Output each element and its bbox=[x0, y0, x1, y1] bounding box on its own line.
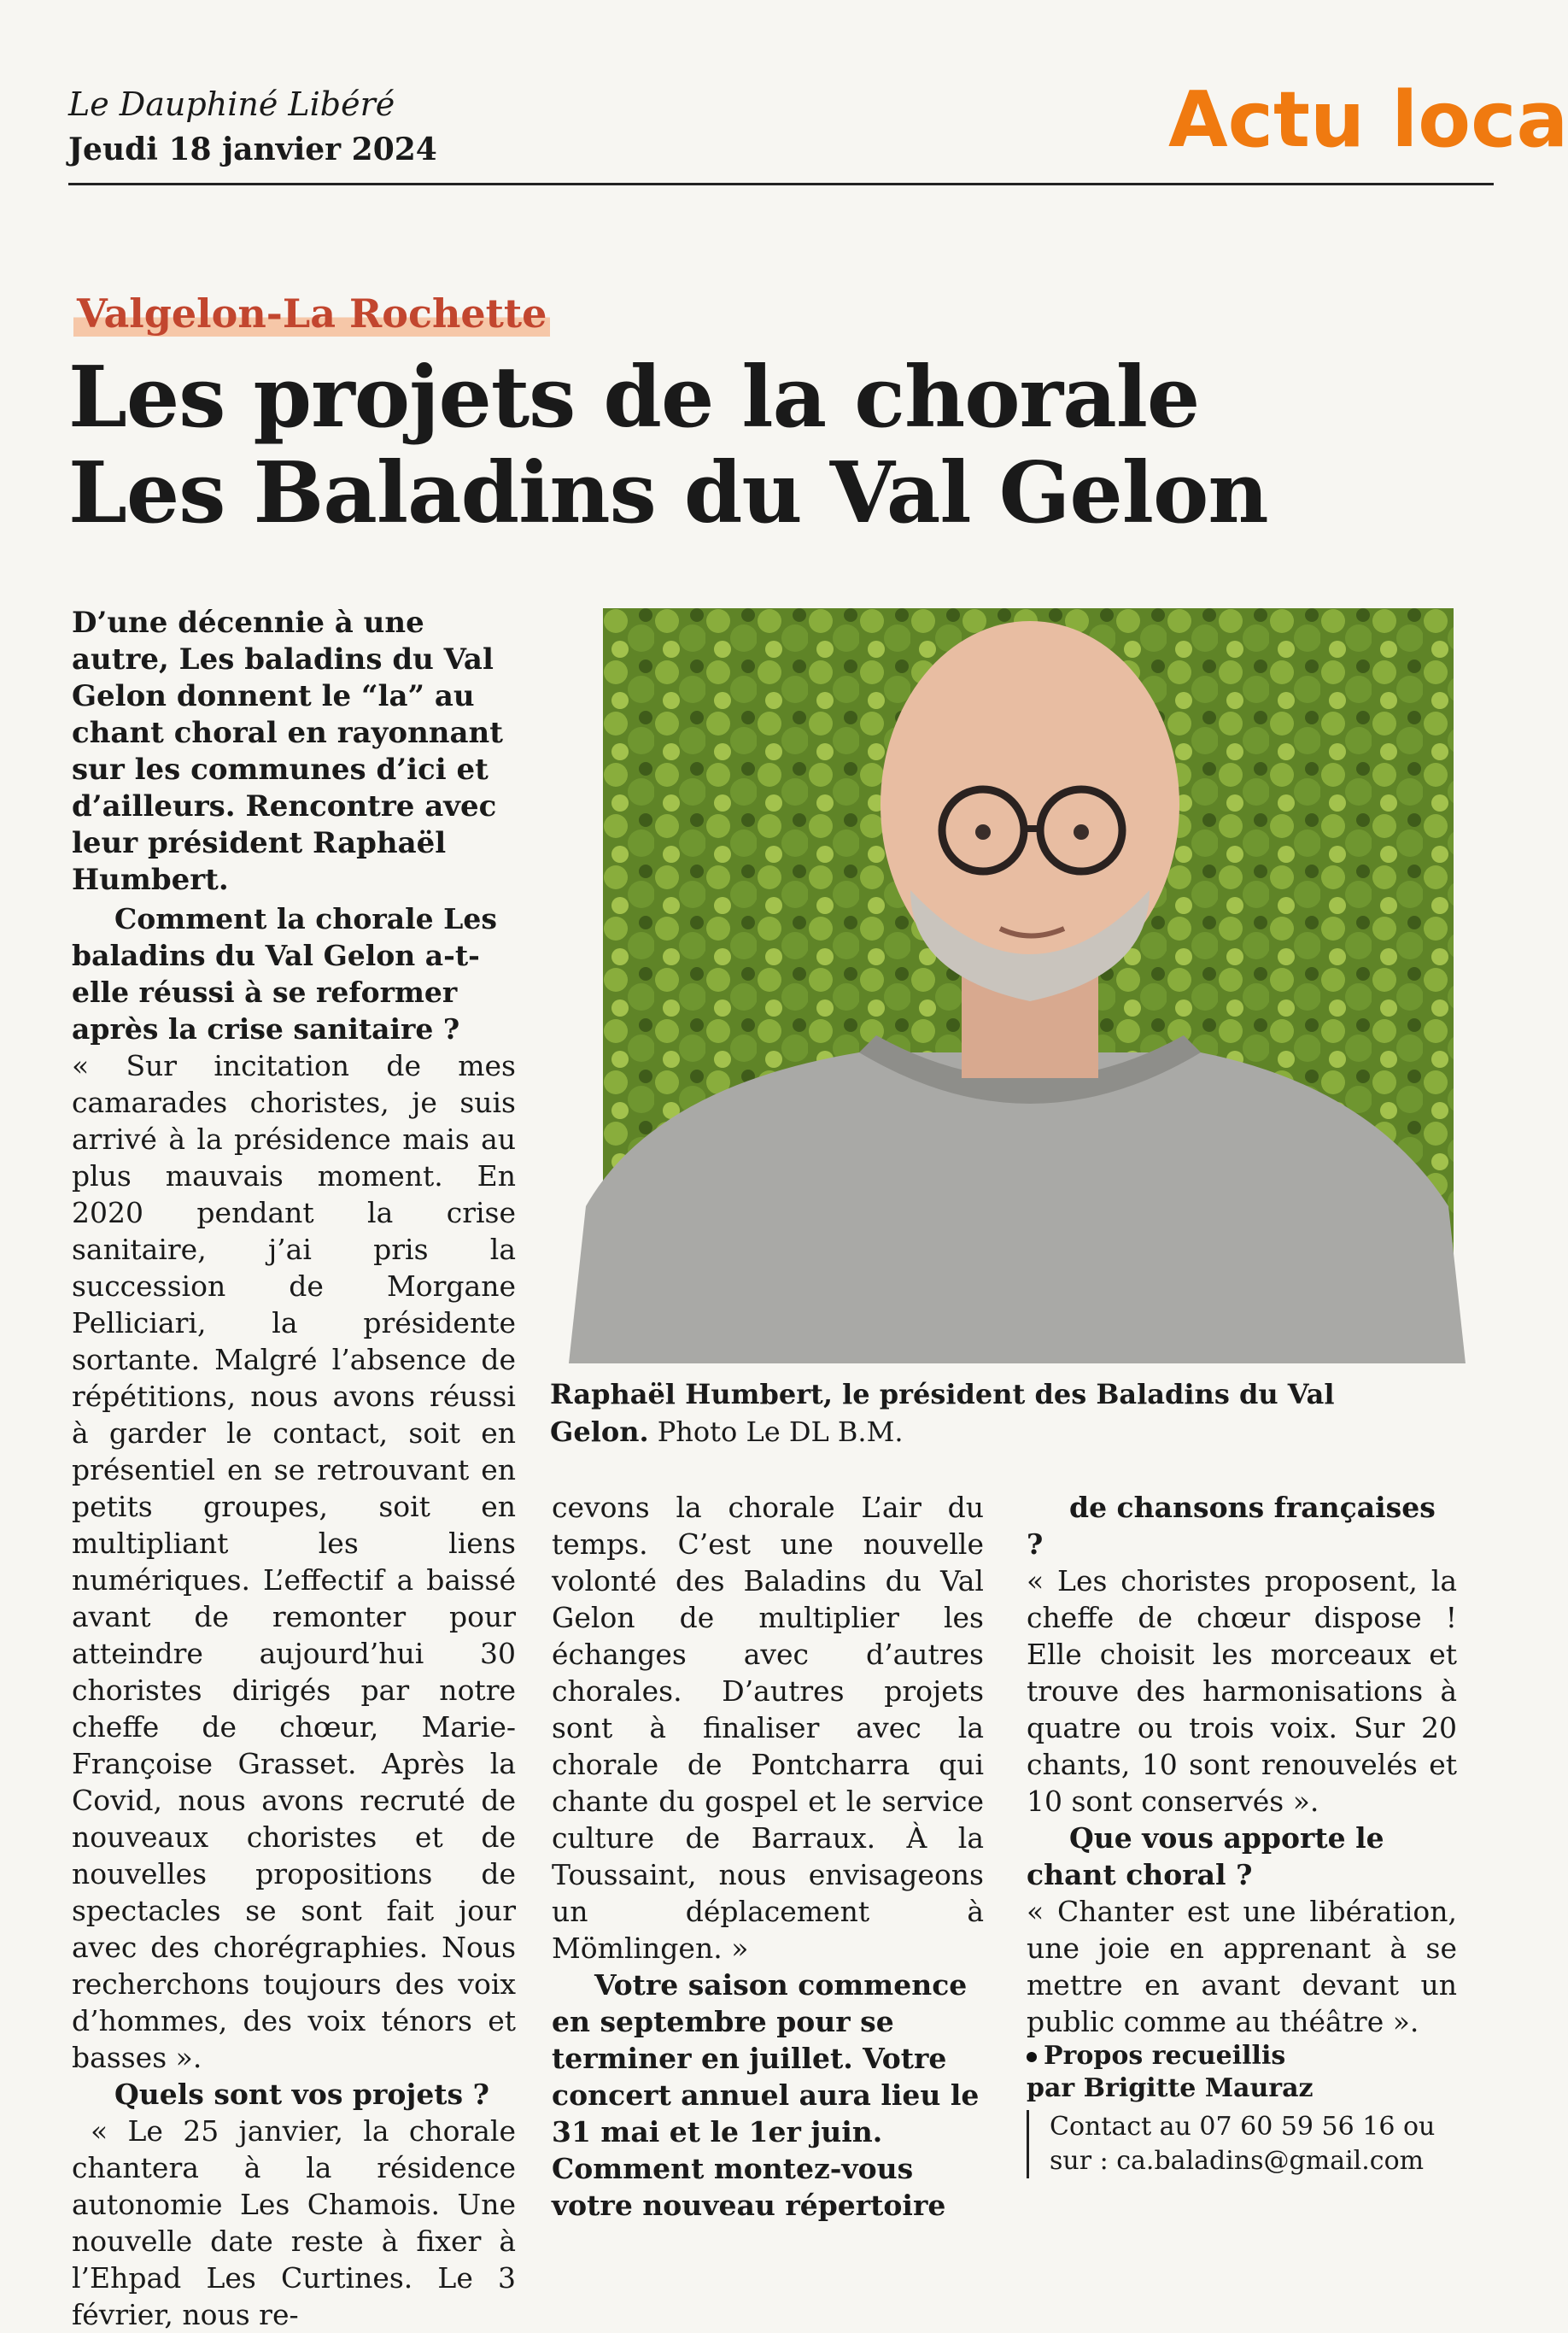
masthead-rule bbox=[68, 183, 1494, 185]
portrait-illustration bbox=[603, 608, 1454, 1363]
article-lead: D’une décennie à une autre, Les baladins du Val Gelon donnent le “la” au chant choral en rayonnant sur les communes d’ici et d’ailleurs. Rencontre avec leur président Raphaël Humbert. bbox=[72, 606, 503, 897]
answer-1: « Sur incitation de mes camarades choristes, je suis arrivé à la présidence mais au plus mauvais moment. En 2020 pendant la crise sanitaire, j’ai pris la succession de Morgane Pelliciari, la présidente sortante. Malgré l’absence de répétitions, nous avons réussi à garder le contact, soit en présentiel en se retrouvant en petits groupes, soit en multipliant les liens numériques. L’effectif a baissé avant de remonter pour atteindre aujourd’hui 30 choristes dirigés par notre cheffe de chœur, Marie-Françoise Grasset. Après la Covid, nous avons recruté de nouveaux choristes et de nouvelles propositions de spectacles se sont fait jour avec des chorégraphies. Nous recherchons toujours des voix d’hommes, des voix ténors et basses ». bbox=[72, 1049, 516, 2074]
signature-line-1: Propos recueillis bbox=[1044, 2041, 1286, 2071]
article-column-3 bbox=[1027, 1489, 1457, 2178]
answer-4: « Chanter est une libération, une joie en apprenant à se mettre en avant devant un public comme au théâtre ». bbox=[1027, 1895, 1457, 2038]
answer-2-part-2: cevons la chorale L’air du temps. C’est une nouvelle volonté des Baladins du Val Gelon de multiplier les échanges avec d’autres chorales. D’autres projets sont à finaliser avec la chorale de Pontcharra qui chante du gospel et le service culture de Barraux. À la Toussaint, nous envisageons un déplacement à Mömlingen. » bbox=[552, 1491, 984, 1965]
issue-date: Jeudi 18 janvier 2024 bbox=[68, 132, 437, 167]
answer-3: « Les choristes proposent, la cheffe de chœur dispose ! Elle choisit les morceaux et trouve des harmonisations à quatre ou trois voix. Sur 20 chants, 10 sont renouvelés et 10 sont conservés ». bbox=[1027, 1564, 1457, 1818]
question-3-end: de chansons françaises ? bbox=[1027, 1491, 1436, 1561]
contact-info bbox=[1027, 2110, 1457, 2178]
contact-email: sur : ca.baladins@gmail.com bbox=[1050, 2146, 1425, 2176]
article-kicker: Valgelon-La Rochette bbox=[73, 290, 550, 337]
answer-2-part-1: « Le 25 janvier, la chorale chantera à la résidence autonomie Les Chamois. Une nouvelle date reste à fixer à l’Ehpad Les Curtines. Le 3 février, nous re- bbox=[72, 2114, 516, 2331]
question-1: Comment la chorale Les baladins du Val Gelon a-t-elle réussi à se reformer après la crise sanitaire ? bbox=[72, 902, 497, 1046]
contact-phone: Contact au 07 60 59 56 16 ou bbox=[1050, 2112, 1436, 2142]
section-label: Actu loca bbox=[1168, 75, 1568, 165]
bullet-icon bbox=[1027, 2052, 1037, 2062]
portrait-photo bbox=[603, 608, 1454, 1363]
signature bbox=[1027, 2040, 1457, 2105]
article-column-2 bbox=[552, 1489, 984, 2224]
signature-line-2: par Brigitte Mauraz bbox=[1027, 2073, 1313, 2103]
headline-line-1: Les projets de la chorale bbox=[68, 349, 1200, 447]
caption-text: Raphaël Humbert, le président des Baladins du Val Gelon. bbox=[550, 1378, 1335, 1448]
caption-credit: Photo Le DL B.M. bbox=[648, 1416, 904, 1448]
question-4: Que vous apporte le chant choral ? bbox=[1027, 1821, 1384, 1891]
question-3: Votre saison commence en septembre pour se terminer en juillet. Votre concert annuel aura lieu le 31 mai et le 1er juin. Comment montez-vous votre nouveau répertoire bbox=[552, 1968, 980, 2222]
newspaper-name: Le Dauphiné Libéré bbox=[68, 85, 395, 123]
article-column-1 bbox=[72, 900, 516, 2333]
headline-line-2: Les Baladins du Val Gelon bbox=[68, 444, 1268, 542]
article-headline bbox=[68, 350, 1268, 542]
photo-caption bbox=[550, 1375, 1404, 1451]
question-2: Quels sont vos projets ? bbox=[114, 2078, 489, 2111]
